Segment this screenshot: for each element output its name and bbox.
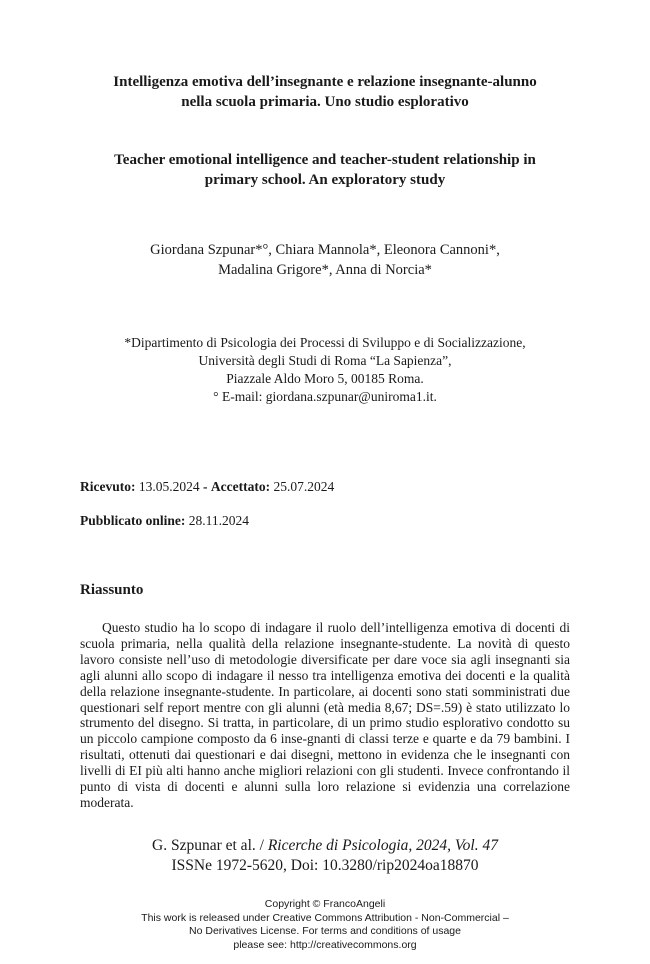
affiliation-line-1: *Dipartimento di Psicologia dei Processi di Sviluppo e di Socializzazione,	[124, 335, 526, 350]
published-date-line	[80, 512, 249, 530]
citation-authors: G. Szpunar et al. /	[152, 837, 264, 854]
citation-journal: Ricerche di Psicologia, 2024, Vol. 47	[267, 837, 498, 854]
received-date: 13.05.2024	[138, 479, 200, 494]
affiliation-line-2: Università degli Studi di Roma “La Sapienza”,	[198, 353, 452, 368]
accepted-label: Accettato:	[210, 479, 271, 494]
abstract-body	[80, 620, 570, 811]
title-english-line-1: Teacher emotional intelligence and teacher-student relationship in	[114, 152, 536, 168]
citation-block	[60, 836, 590, 876]
title-italian	[60, 72, 590, 112]
affiliation	[40, 334, 610, 406]
title-english-line-2: primary school. An exploratory study	[204, 172, 446, 188]
received-accepted-dates	[80, 478, 334, 496]
copyright-notice	[40, 898, 610, 952]
affiliation-line-3: Piazzale Aldo Moro 5, 00185 Roma.	[226, 371, 424, 386]
citation-issn-doi: ISSNe 1972-5620, Doi: 10.3280/rip2024oa18870	[171, 857, 479, 874]
affiliation-email: ° E-mail: giordana.szpunar@uniroma1.it.	[213, 389, 437, 404]
title-italian-line-2: nella scuola primaria. Uno studio esplorativo	[181, 94, 469, 110]
abstract-text: Questo studio ha lo scopo di indagare il ruolo dell’intelligenza emotiva di docenti di scuola primaria, nella qualità della relazione insegnante-studente. La novità di questo lavoro consiste nell’uso di metodologie diversificate per dare voce sia agli insegnanti sia agli alunni allo scopo di indagare il nesso tra intelligenza emotiva dei docenti e la qualità della relazione insegnante-studente. In particolare, ai docenti sono stati somministrati due questionari self report mentre con gli alunni (età media 8,67; DS=.59) è stato utilizzato lo strumento del disegno. Si tratta, in particolare, di un primo studio esplorativo condotto su un piccolo campione composto da 6 inse-gnanti di classi terze e quarte e da 79 bambini. I risultati, ottenuti dai questionari e dai disegni, mettono in evidenza che le insegnanti con livelli di EI più alti hanno anche migliori relazioni con gli studenti. Invece confrontando il punto di vista di docenti e alunni sulla loro relazione si evidenzia una correlazione moderata.	[80, 620, 570, 810]
title-english	[60, 150, 590, 190]
title-italian-line-1: Intelligenza emotiva dell’insegnante e relazione insegnante-alunno	[113, 74, 537, 90]
author-list-line-1: Giordana Szpunar*°, Chiara Mannola*, Eleonora Cannoni*,	[150, 242, 500, 258]
published-label: Pubblicato online:	[80, 513, 186, 528]
received-label: Ricevuto:	[80, 479, 136, 494]
date-separator: -	[202, 479, 208, 494]
copyright-line-1: Copyright © FrancoAngeli	[264, 898, 386, 910]
published-date: 28.11.2024	[188, 513, 250, 528]
copyright-line-3: No Derivatives License. For terms and conditions of usage	[189, 925, 461, 938]
author-list-line-2: Madalina Grigore*, Anna di Norcia*	[218, 262, 432, 278]
author-list	[40, 240, 610, 280]
abstract-heading: Riassunto	[80, 582, 144, 598]
copyright-line-2: This work is released under Creative Commons Attribution - Non-Commercial –	[141, 911, 509, 924]
copyright-link[interactable]: please see: http://creativecommons.org	[233, 938, 417, 951]
accepted-date: 25.07.2024	[273, 479, 335, 494]
citation-line-1	[60, 836, 590, 856]
